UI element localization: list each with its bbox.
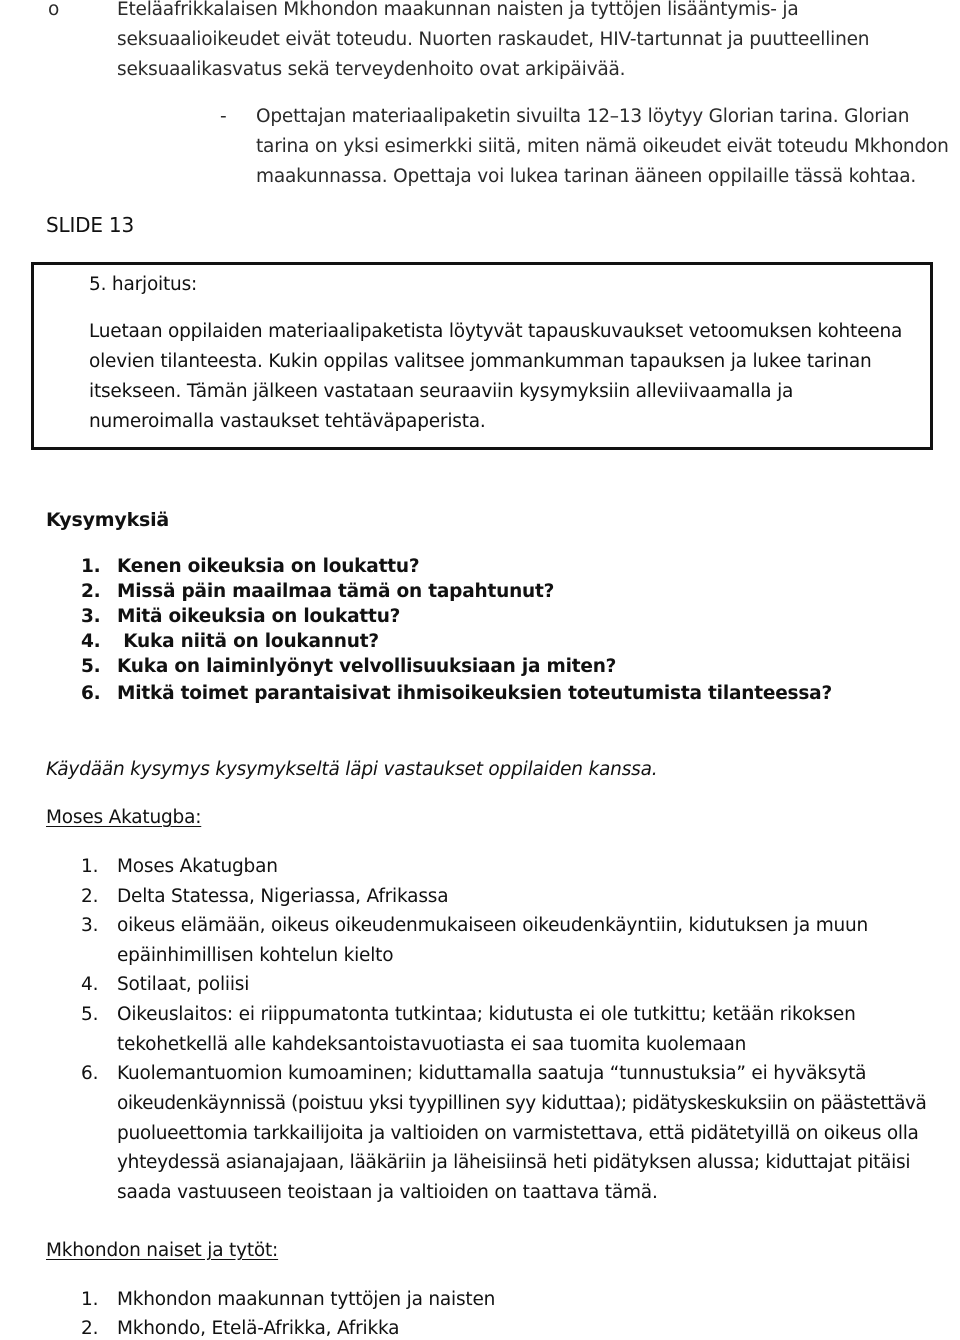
teacher-note-dash: - bbox=[220, 106, 227, 127]
answer-text: Kuolemantuomion kumoaminen; kiduttamalla saatuja “tunnustuksia” ei hyväksytä bbox=[117, 1063, 867, 1084]
mkhondo-answer bbox=[81, 1318, 399, 1339]
answer-text: saada vastuuseen teoistaan ja valtioiden on taattava tämä. bbox=[117, 1182, 658, 1203]
mkhondo-heading: Mkhondon naiset ja tytöt: bbox=[46, 1240, 279, 1261]
question-item bbox=[81, 581, 554, 602]
question-number: 6. bbox=[81, 683, 101, 704]
question-number: 4. bbox=[81, 631, 101, 652]
moses-answer bbox=[81, 886, 448, 907]
answer-number: 6. bbox=[81, 1063, 99, 1084]
moses-answer bbox=[81, 915, 868, 936]
mkhondo-answer bbox=[81, 1289, 495, 1310]
exercise-line: olevien tilanteesta. Kukin oppilas valitsee jommankumman tapauksen ja lukee tarinan bbox=[89, 351, 872, 372]
moses-answer bbox=[81, 856, 278, 877]
answer-text: yhteydessä asianajajaan, lääkäriin ja läheisiinsä heti pidätyksen alussa; kiduttajat pitäisi bbox=[117, 1152, 911, 1173]
question-number: 1. bbox=[81, 556, 101, 577]
question-text: Mitkä toimet parantaisivat ihmisoikeuksien toteutumista tilanteessa? bbox=[117, 683, 832, 704]
exercise-line: numeroimalla vastaukset tehtäväpaperista. bbox=[89, 411, 486, 432]
question-item bbox=[81, 631, 379, 652]
question-number: 5. bbox=[81, 656, 101, 677]
answer-text: epäinhimillisen kohtelun kielto bbox=[117, 945, 394, 966]
question-item bbox=[81, 683, 832, 704]
answer-text: tekohetkellä alle kahdeksantoistavuotiasta ei saa tuomita kuolemaan bbox=[117, 1034, 747, 1055]
question-item bbox=[81, 556, 419, 577]
intro-line: Eteläafrikkalaisen Mkhondon maakunnan naisten ja tyttöjen lisääntymis- ja bbox=[117, 0, 799, 20]
answer-number: 1. bbox=[81, 856, 99, 877]
moses-answer bbox=[81, 974, 249, 995]
answer-text: Delta Statessa, Nigeriassa, Afrikassa bbox=[117, 886, 449, 907]
answer-number: 2. bbox=[81, 1318, 99, 1339]
answer-number: 1. bbox=[81, 1289, 99, 1310]
answer-text: Mkhondon maakunnan tyttöjen ja naisten bbox=[117, 1289, 496, 1310]
teacher-note-line: maakunnassa. Opettaja voi lukea tarinan ääneen oppilaille tässä kohtaa. bbox=[256, 166, 917, 187]
question-text: Mitä oikeuksia on loukattu? bbox=[117, 606, 401, 627]
exercise-line: Luetaan oppilaiden materiaalipaketista löytyvät tapauskuvaukset vetoomuksen kohteena bbox=[89, 321, 903, 342]
answer-number: 5. bbox=[81, 1004, 99, 1025]
teacher-note-line: Opettajan materiaalipaketin sivuilta 12–13 löytyy Glorian tarina. Glorian bbox=[256, 106, 910, 127]
answer-number: 2. bbox=[81, 886, 99, 907]
intro-line: seksuaalioikeudet eivät toteudu. Nuorten raskaudet, HIV-tartunnat ja puutteellinen bbox=[117, 29, 870, 50]
question-text: Kuka niitä on loukannut? bbox=[117, 631, 379, 652]
intro-bullet: o bbox=[48, 0, 60, 20]
answer-text: Mkhondo, Etelä-Afrikka, Afrikka bbox=[117, 1318, 400, 1339]
answer-text: Sotilaat, poliisi bbox=[117, 974, 250, 995]
answer-text: oikeudenkäynnissä (poistuu yksi tyypillinen syy kiduttaa); pidätyskeskuksiin on päästettävä bbox=[117, 1093, 927, 1114]
answer-text: Oikeuslaitos: ei riippumatonta tutkintaa; kidutusta ei ole tutkittu; ketään rikoksen bbox=[117, 1004, 856, 1025]
answer-number: 4. bbox=[81, 974, 99, 995]
question-text: Kenen oikeuksia on loukattu? bbox=[117, 556, 420, 577]
questions-heading: Kysymyksiä bbox=[46, 509, 170, 531]
answer-text: oikeus elämään, oikeus oikeudenmukaiseen oikeudenkäyntiin, kidutuksen ja muun bbox=[117, 915, 869, 936]
moses-answer bbox=[81, 1063, 866, 1084]
slide-label: SLIDE 13 bbox=[46, 213, 134, 237]
moses-heading: Moses Akatugba: bbox=[46, 807, 202, 828]
answer-number: 3. bbox=[81, 915, 99, 936]
question-text: Missä päin maailmaa tämä on tapahtunut? bbox=[117, 581, 555, 602]
question-item bbox=[81, 656, 616, 677]
question-item bbox=[81, 606, 400, 627]
teacher-note-line: tarina on yksi esimerkki siitä, miten nämä oikeudet eivät toteudu Mkhondon bbox=[256, 136, 949, 157]
moses-answer bbox=[81, 1004, 856, 1025]
intro-line: seksuaalikasvatus sekä terveydenhoito ovat arkipäivää. bbox=[117, 59, 626, 80]
answer-text: Moses Akatugban bbox=[117, 856, 278, 877]
question-text: Kuka on laiminlyönyt velvollisuuksiaan ja miten? bbox=[117, 656, 617, 677]
question-number: 3. bbox=[81, 606, 101, 627]
exercise-title: 5. harjoitus: bbox=[89, 274, 198, 295]
question-number: 2. bbox=[81, 581, 101, 602]
exercise-line: itsekseen. Tämän jälkeen vastataan seuraaviin kysymyksiin alleviivaamalla ja bbox=[89, 381, 794, 402]
answer-text: puolueettomia tarkkailijoita ja valtioiden on varmistettava, että pidätetyillä on oikeus olla bbox=[117, 1123, 919, 1144]
review-note: Käydään kysymys kysymykseltä läpi vastaukset oppilaiden kanssa. bbox=[46, 759, 658, 780]
